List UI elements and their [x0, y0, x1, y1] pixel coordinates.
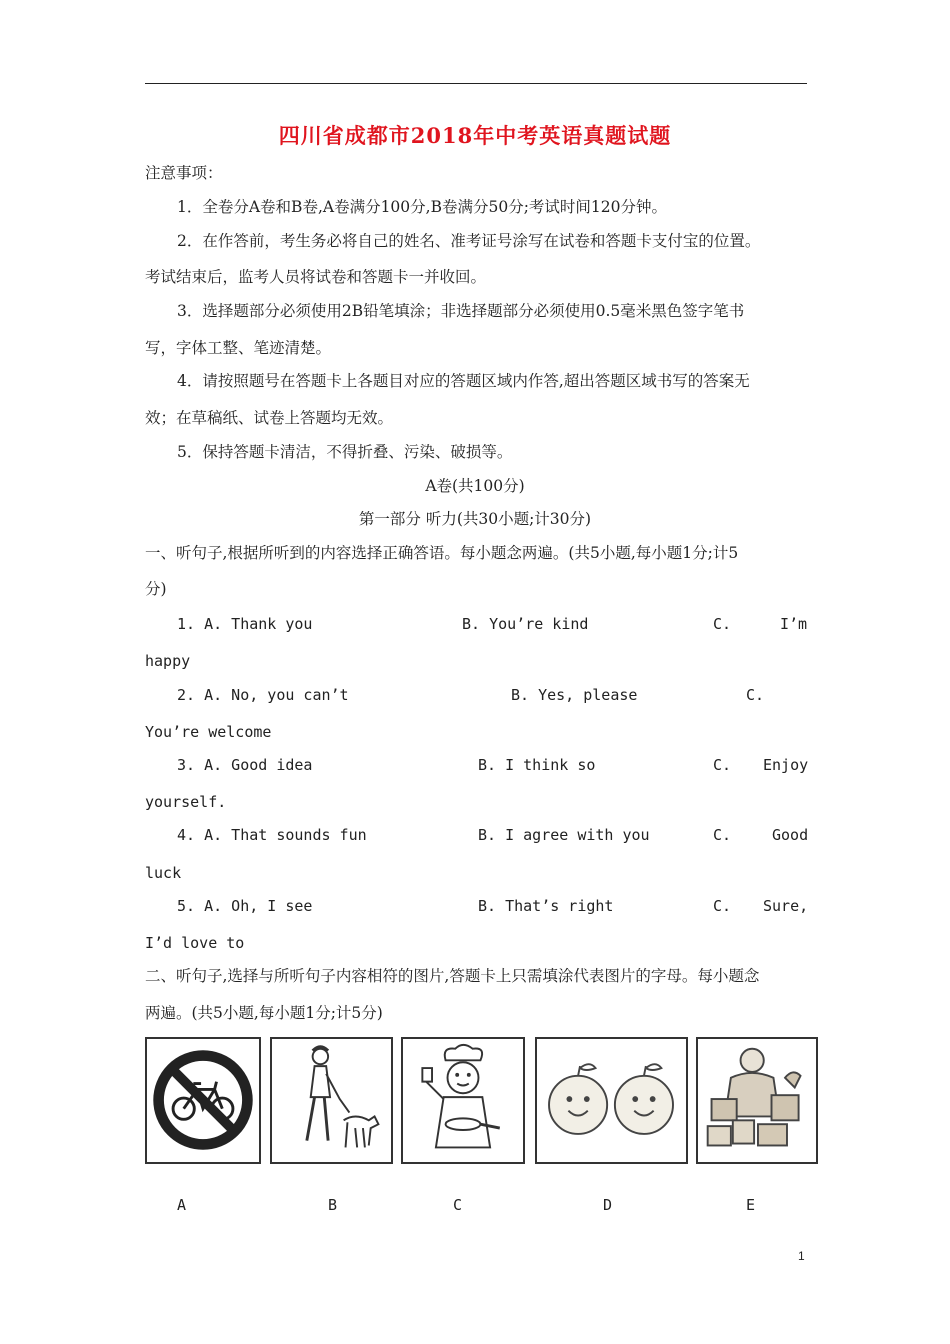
q2-option-b: B. Yes, please	[511, 686, 638, 704]
q5-option-c-cont: I’d love to	[145, 934, 245, 952]
picture-label-e: E	[746, 1196, 756, 1214]
q3-option-c: Enjoy	[763, 756, 809, 774]
q3-option-c-cont: yourself.	[145, 793, 227, 811]
q1-option-a: 1. A. Thank you	[177, 615, 313, 633]
q3-option-b: B. I think so	[478, 756, 596, 774]
no-bicycle-sign-icon	[147, 1039, 259, 1162]
part1-heading: 第一部分 听力(共30小题;计30分)	[358, 510, 592, 528]
group1-instruction: 一、听句子,根据所听到的内容选择正确答语。每小题念两遍。(共5小题,每小题1分;计5	[145, 544, 739, 562]
notice-item-3: 3．选择题部分必须使用2B铅笔填涂；非选择题部分必须使用0.5毫米黑色签字笔书	[177, 302, 745, 320]
picture-label-d: D	[603, 1196, 613, 1214]
q2-option-a: 2. A. No, you can’t	[177, 686, 349, 704]
picture-d	[535, 1037, 688, 1164]
header-rule	[145, 83, 807, 84]
notice-item-2: 2．在作答前，考生务必将自己的姓名、准考证号涂写在试卷和答题卡支付宝的位置。	[177, 232, 761, 250]
notice-item-5: 5．保持答题卡清洁，不得折叠、污染、破损等。	[177, 443, 513, 461]
chef-cooking-icon	[403, 1039, 523, 1162]
person-with-gifts-icon	[698, 1039, 816, 1162]
q4-option-c-label: C.	[713, 826, 732, 844]
group2-instruction: 二、听句子,选择与所听句子内容相符的图片,答题卡上只需填涂代表图片的字母。每小题念	[145, 967, 760, 985]
q1-option-b: B. You’re kind	[462, 615, 589, 633]
q1-option-c-cont: happy	[145, 652, 191, 670]
q3-option-c-label: C.	[713, 756, 732, 774]
picture-b	[270, 1037, 393, 1164]
section-a-heading: A卷(共100分)	[425, 477, 525, 495]
page-title: 四川省成都市2018年中考英语真题试题	[278, 123, 672, 148]
notice-item-4-cont: 效；在草稿纸、试卷上答题均无效。	[145, 409, 394, 427]
q2-option-c: You’re welcome	[145, 723, 272, 741]
q4-option-a: 4. A. That sounds fun	[177, 826, 367, 844]
notice-item-4: 4．请按照题号在答题卡上各题目对应的答题区域内作答,超出答题区域书写的答案无	[177, 372, 750, 390]
picture-e	[696, 1037, 818, 1164]
notice-item-1: 1．全卷分A卷和B卷,A卷满分100分,B卷满分50分;考试时间120分钟。	[177, 198, 667, 216]
q1-option-c-label: C.	[713, 615, 732, 633]
q4-option-c-cont: luck	[145, 864, 182, 882]
picture-label-a: A	[177, 1196, 187, 1214]
q1-option-c: I’m	[780, 615, 808, 633]
picture-label-c: C	[453, 1196, 463, 1214]
q5-option-c: Sure,	[763, 897, 809, 915]
q4-option-c: Good	[772, 826, 809, 844]
notice-item-3-cont: 写，字体工整、笔迹清楚。	[145, 339, 332, 357]
q3-option-a: 3. A. Good idea	[177, 756, 313, 774]
q5-option-b: B. That’s right	[478, 897, 614, 915]
picture-label-b: B	[328, 1196, 338, 1214]
q4-option-b: B. I agree with you	[478, 826, 650, 844]
page-number: 1	[798, 1249, 805, 1263]
group1-instruction-cont: 分)	[145, 580, 167, 598]
group2-instruction-cont: 两遍。(共5小题,每小题1分;计5分)	[145, 1004, 383, 1022]
picture-a	[145, 1037, 261, 1164]
notice-item-2-cont: 考试结束后，监考人员将试卷和答题卡一并收回。	[145, 268, 487, 286]
q5-option-a: 5. A. Oh, I see	[177, 897, 313, 915]
smiling-oranges-icon	[537, 1039, 686, 1162]
man-walking-dog-icon	[272, 1039, 391, 1162]
q5-option-c-label: C.	[713, 897, 732, 915]
q2-option-c-label: C.	[746, 686, 765, 704]
notice-heading: 注意事项：	[145, 164, 223, 182]
picture-c	[401, 1037, 525, 1164]
